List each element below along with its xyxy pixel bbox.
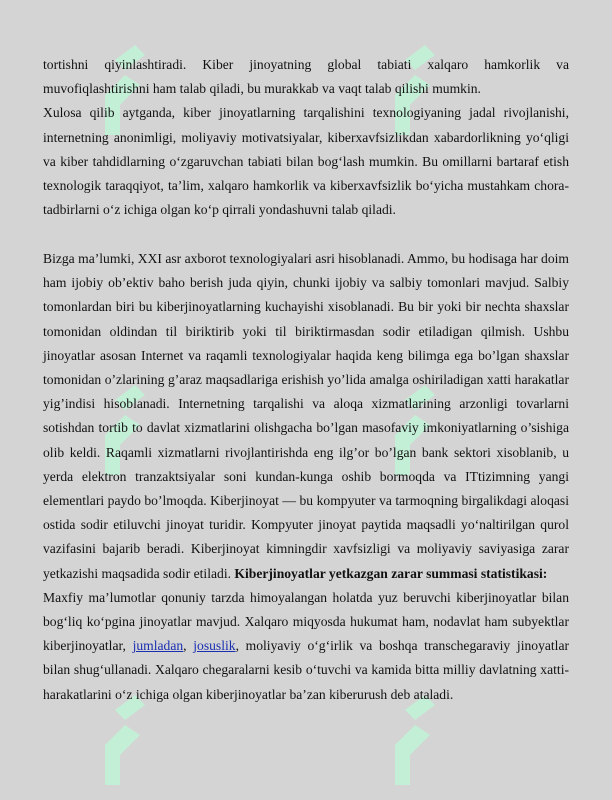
paragraph-last (43, 586, 569, 707)
paragraph-conclusion: Xulosa qilib aytganda, kiber jinoyatlarning tarqalishini texnologiyaning jadal rivojlanishi, internetning anonimligi, moliyaviy motivatsiyalar, kiberxavfsizlikdan xabardorlikning yo‘qligi va kiber tahdidlarning o‘zgaruvchan tabiati bilan bog‘lash mumkin. Bu omillarni bartaraf etish texnologik taraqqiyot, ta’lim, xalqaro hamkorlik va kiberxavfsizlik bo‘yicha mustahkam chora-tadbirlarni o‘z ichiga olgan ko‘p qirrali yondashuvni talab qiladi. (43, 105, 569, 218)
paragraph-main (43, 247, 569, 586)
paragraph-continuation: tortishni qiyinlashtiradi. Kiber jinoyatning global tabiati xalqaro hamkorlik va muvofiqlashtirishni ham talab qiladi, bu murakkab va vaqt talab qilishi mumkin. (43, 57, 569, 97)
text-block-top (43, 53, 569, 222)
paragraph-last-text-2: , moliyaviy o‘g‘irlik va boshqa transchegaraviy jinoyatlar bilan shug‘ullanadi. Xalqaro chegaralarni kesib o‘tuvchi va kamida bitta milliy davlatning xatti-harakatlarini o‘z ichiga olgan kiberjinoyatlar ba’zan kiberurush deb ataladi. (43, 638, 570, 702)
paragraph-last-separator: , (183, 638, 194, 654)
bold-heading: Kiberjinoyatlar yetkazgan zarar summasi statistikasi: (234, 565, 548, 581)
text-block-main (43, 247, 569, 707)
link-josuslik[interactable]: josuslik (193, 638, 236, 654)
link-jumladan[interactable]: jumladan (132, 638, 184, 654)
paragraph-last-text-1: Maxfiy ma’lumotlar qonuniy tarzda himoyalangan holatda yuz beruvchi kiberjinoyatlar bilan bog‘liq ko‘pgina jinoyatlar mavjud. Xalqaro miqyosda hukumat ham, nodavlat ham subyektlar kiberjinoyatlar, (43, 589, 569, 654)
paragraph-main-text: Bizga ma’lumki, XXI asr axborot texnologiyalari asri hisoblanadi. Ammo, bu hodisaga har doim ham ijobiy ob’ektiv baho berish juda qiyin, chunki ijobiy va salbiy tomonlari mavjud. Salbiy tomonlardan biri bu kiberjinoyatlarning kuchayishi xisoblanadi. Bu bir yoki bir nechta shaxslar tomonidan oldindan til biriktirib yoki til biriktirmasdan sodir etiladigan qilmish. Ushbu jinoyatlar asosan Internet va raqamli texnologiyalar haqida keng bilimga ega bo’lgan shaxslar tomonidan o’zlarining g’araz maqsadlariga erishish yo’lida amalga oshiriladigan xatti harakatlar yig’indisi hisoblanadi. Internetning tarqalishi va aloqa xizmatlarining arzonligi tovarlarni sotishdan tortib to davlat xizmatlarini olishgacha bo’lgan masofaviy imkoniyatlarning o’sishiga olib keldi. Raqamli xizmatlarni rivojlantirishda eng ilg’or bo’lgan bank sektori xisoblanib, u yerda elektron tranzaktsiyalar soni kundan-kunga oshib bormoqda va ITtizimning yangi elementlari paydo bo’lmoqda. Kiberjinoyat — bu kompyuter va tarmoqning birgalikdagi aloqasi ostida sodir etiluvchi jinoyat turidir. Kompyuter jinoyat paytida maqsadli yo‘naltirilgan qurol vazifasini bajarib beradi. Kiberjinoyat kimningdir xavfsizligi va moliyaviy saviyasiga zarar yetkazishi maqsadida sodir etiladi. (43, 251, 569, 581)
